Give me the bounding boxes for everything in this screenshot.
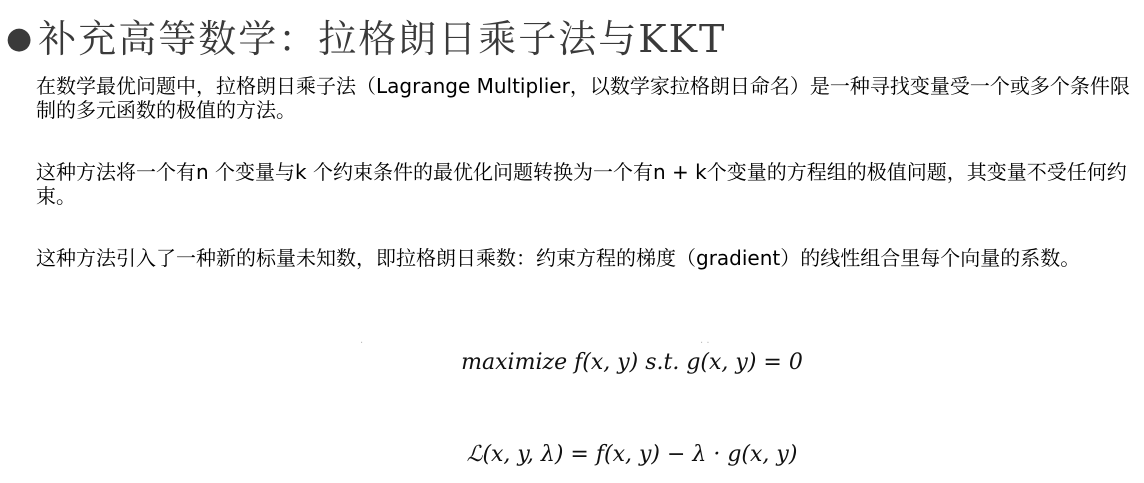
- formula-lagrangian-text: ℒ(x, y, λ) = f(x, y) − λ · g(x, y): [466, 442, 798, 467]
- paragraph-lagrange-definition: 在数学最优问题中，拉格朗日乘子法（Lagrange Multiplier，以数学家拉格朗日命名）是一种寻找变量受一个或多个条件限制的多元函数的极值的方法。: [36, 74, 1130, 122]
- paragraph-transformation: 这种方法将一个有n 个变量与k 个约束条件的最优化问题转换为一个有n + k个变量的方程组的极值问题，其变量不受任何约束。: [36, 160, 1127, 208]
- formula-optimization-text: maximize f(x, y) s.t. g(x, y) = 0: [461, 350, 803, 375]
- slide-title: [6, 8, 726, 63]
- formula-lagrangian: [0, 442, 1144, 467]
- slide-title-text: 补充高等数学：拉格朗日乘子法与KKT: [38, 17, 727, 61]
- paragraph-multiplier: 这种方法引入了一种新的标量未知数，即拉格朗日乘数：约束方程的梯度（gradient）的线性组合里每个向量的系数。: [36, 246, 1081, 270]
- decorative-dot: · ·: [700, 338, 710, 349]
- formula-optimization-problem: [0, 350, 1144, 375]
- bullet-icon: ●: [6, 21, 35, 56]
- decorative-dot: ·: [360, 338, 364, 349]
